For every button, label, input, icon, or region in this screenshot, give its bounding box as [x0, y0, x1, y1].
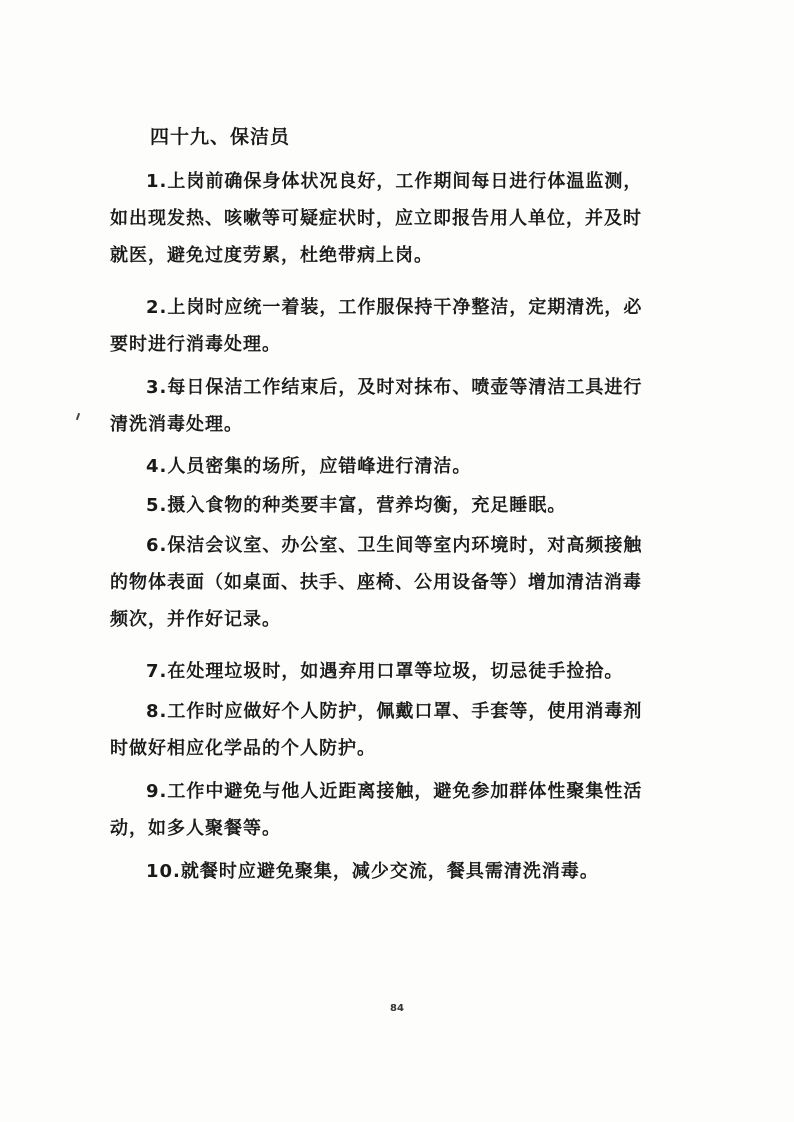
item-10: 10.就餐时应避免聚集，减少交流，餐具需清洗消毒。 [146, 861, 599, 882]
item-2: 2.上岗时应统一着装，工作服保持干净整洁，定期清洗，必要时进行消毒处理。 [110, 297, 643, 355]
page-number: 84 [390, 1003, 404, 1014]
scan-speck [76, 413, 80, 420]
section-heading: 四十九、保洁员 [150, 126, 291, 148]
item-6: 6.保洁会议室、办公室、卫生间等室内环境时，对高频接触的物体表面（如桌面、扶手、座椅、公用设备等）增加清洁消毒频次，并作好记录。 [110, 535, 643, 630]
item-1: 1.上岗前确保身体状况良好，工作期间每日进行体温监测，如出现发热、咳嗽等可疑症状时，应立即报告用人单位，并及时就医，避免过度劳累，杜绝带病上岗。 [110, 171, 643, 266]
item-4: 4.人员密集的场所，应错峰进行清洁。 [146, 456, 472, 477]
item-3: 3.每日保洁工作结束后，及时对抹布、喷壶等清洁工具进行清洗消毒处理。 [110, 377, 643, 435]
item-8: 8.工作时应做好个人防护，佩戴口罩、手套等，使用消毒剂时做好相应化学品的个人防护。 [110, 701, 643, 759]
item-5: 5.摄入食物的种类要丰富，营养均衡，充足睡眠。 [146, 495, 567, 516]
item-9: 9.工作中避免与他人近距离接触，避免参加群体性聚集性活动，如多人聚餐等。 [110, 781, 643, 839]
item-7: 7.在处理垃圾时，如遇弃用口罩等垃圾，切忌徒手捡拾。 [146, 661, 624, 682]
